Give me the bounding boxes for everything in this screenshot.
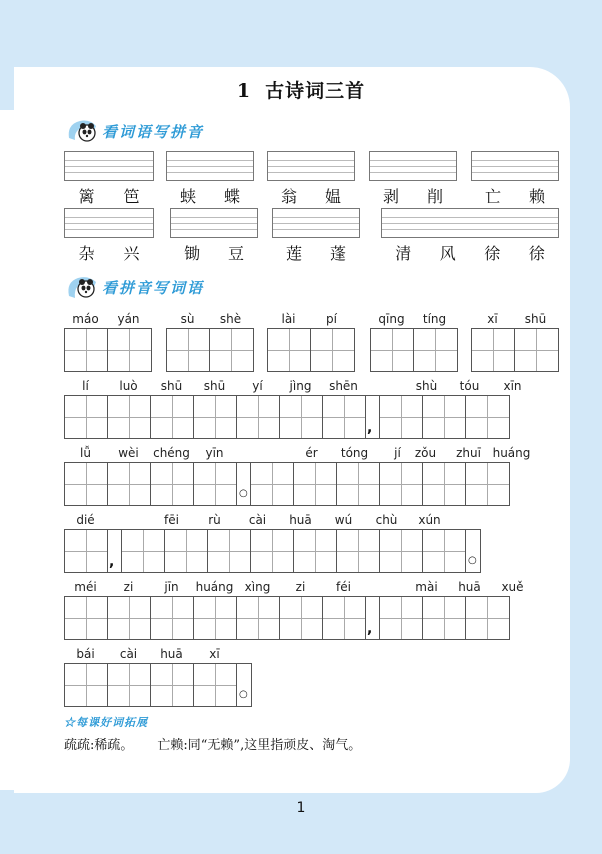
writing-cell[interactable] — [380, 396, 423, 438]
writing-cell[interactable] — [237, 597, 280, 639]
punctuation-glyph: , — [367, 420, 373, 436]
pinyin-label: mài — [415, 580, 438, 594]
panda-mascot-shape — [87, 286, 91, 291]
writing-cell[interactable] — [194, 597, 237, 639]
punctuation-glyph: , — [109, 554, 115, 570]
pinyin-label: yīn — [205, 446, 224, 460]
pinyin-label: zhuī — [456, 446, 481, 460]
hanzi-char: 徐 — [484, 244, 501, 263]
word-label — [64, 184, 154, 207]
hanzi-char: 清 — [395, 244, 412, 263]
hanzi-char: 莲 — [285, 244, 302, 263]
pinyin-label: tíng — [422, 312, 447, 326]
writing-cell[interactable] — [108, 463, 151, 505]
pinyin-label: xuě — [501, 580, 524, 594]
word-label — [272, 241, 360, 264]
hanzi-char: 媪 — [324, 187, 341, 206]
punctuation-glyph: ○ — [468, 555, 477, 566]
panda-mascot-shape — [80, 123, 86, 129]
punctuation-glyph: , — [367, 621, 373, 637]
pinyin-answer-box[interactable] — [471, 151, 559, 181]
writing-cell[interactable] — [151, 463, 194, 505]
pinyin-label: shù — [415, 379, 438, 393]
word-extension-heading: ☆每课好词拓展 — [64, 716, 148, 729]
lesson-title — [0, 76, 602, 103]
word-label — [64, 241, 154, 264]
panda-mascot-shape — [85, 291, 87, 293]
writing-cell[interactable] — [515, 329, 558, 371]
pinyin-label: sù — [180, 312, 195, 326]
writing-cell[interactable] — [65, 396, 108, 438]
pinyin-label: jí — [394, 446, 401, 460]
pinyin-label: huáng — [492, 446, 531, 460]
writing-cell[interactable] — [294, 463, 337, 505]
writing-cell[interactable] — [472, 329, 515, 371]
hanzi-char: 锄 — [183, 244, 200, 263]
pinyin-label: lí — [82, 379, 89, 393]
panda-mascot-shape — [88, 123, 94, 129]
pinyin-label: wèi — [118, 446, 139, 460]
extension-note: 亡赖:同“无赖”,这里指顽皮、淘气。 — [157, 738, 362, 753]
writing-cell[interactable] — [210, 329, 253, 371]
word-extension-notes — [64, 734, 385, 753]
panda-mascot-shape — [86, 135, 88, 137]
pinyin-label: pí — [326, 312, 337, 326]
pinyin-label: tóng — [340, 446, 369, 460]
pinyin-label: xīn — [503, 379, 522, 393]
pinyin-label: xī — [487, 312, 498, 326]
pinyin-label: shū — [160, 379, 183, 393]
pinyin-label: rù — [208, 513, 221, 527]
writing-cell[interactable] — [294, 530, 337, 572]
lesson-number: 1 — [236, 80, 252, 102]
writing-cell[interactable] — [311, 329, 354, 371]
pinyin-label: zǒu — [414, 446, 437, 460]
pinyin-label: féi — [336, 580, 351, 594]
writing-cell[interactable] — [423, 463, 466, 505]
hanzi-char: 杂 — [78, 244, 95, 263]
writing-cell[interactable] — [237, 396, 280, 438]
writing-grid[interactable] — [471, 328, 559, 372]
writing-grid[interactable] — [370, 328, 458, 372]
writing-cell[interactable] — [380, 597, 423, 639]
lesson-title-text: 古诗词三首 — [265, 80, 366, 102]
writing-grid[interactable] — [64, 663, 252, 707]
pinyin-label: cài — [119, 647, 138, 661]
pinyin-answer-box[interactable] — [166, 151, 254, 181]
hanzi-char: 豆 — [227, 244, 244, 263]
section-title: 看拼音写词语 — [102, 278, 205, 297]
section-title: 看词语写拼音 — [102, 122, 205, 141]
pinyin-label: cài — [248, 513, 267, 527]
writing-cell[interactable] — [108, 597, 151, 639]
pinyin-label: ér — [305, 446, 318, 460]
hanzi-char: 篱 — [78, 187, 95, 206]
hanzi-char: 蛱 — [179, 187, 196, 206]
period-mark — [237, 664, 251, 706]
pinyin-label: shū — [203, 379, 226, 393]
writing-grid[interactable] — [166, 328, 254, 372]
pinyin-label: dié — [76, 513, 95, 527]
writing-cell[interactable] — [268, 329, 311, 371]
word-label — [381, 241, 559, 264]
writing-cell[interactable] — [280, 597, 323, 639]
pinyin-label: jīn — [164, 580, 179, 594]
writing-cell[interactable] — [108, 329, 151, 371]
writing-cell[interactable] — [251, 463, 294, 505]
word-label — [170, 241, 258, 264]
panda-mascot-icon — [66, 116, 100, 146]
word-label — [369, 184, 457, 207]
pinyin-answer-box[interactable] — [64, 208, 154, 238]
writing-cell[interactable] — [337, 530, 380, 572]
pinyin-label: wú — [334, 513, 353, 527]
period-mark — [466, 530, 480, 572]
hanzi-char: 削 — [426, 187, 443, 206]
pinyin-label: yán — [117, 312, 140, 326]
writing-cell[interactable] — [151, 396, 194, 438]
writing-cell[interactable] — [380, 463, 423, 505]
punctuation-glyph: ○ — [239, 488, 248, 499]
pinyin-label: xìng — [244, 580, 271, 594]
panda-mascot-shape — [79, 279, 85, 285]
pinyin-answer-box[interactable] — [64, 151, 154, 181]
writing-grid[interactable] — [267, 328, 355, 372]
hanzi-char: 蓬 — [329, 244, 346, 263]
pinyin-label: luò — [119, 379, 138, 393]
writing-cell[interactable] — [65, 597, 108, 639]
writing-grid[interactable] — [64, 395, 510, 439]
writing-cell[interactable] — [414, 329, 457, 371]
hanzi-char: 笆 — [123, 187, 140, 206]
writing-cell[interactable] — [423, 597, 466, 639]
pinyin-label: bái — [76, 647, 95, 661]
hanzi-char: 剥 — [382, 187, 399, 206]
writing-cell[interactable] — [280, 396, 323, 438]
panda-mascot-shape — [88, 130, 92, 135]
hanzi-char: 翁 — [280, 187, 297, 206]
pinyin-label: méi — [74, 580, 97, 594]
pinyin-label: huā — [289, 513, 312, 527]
writing-cell[interactable] — [208, 530, 251, 572]
pinyin-label: huā — [160, 647, 183, 661]
writing-cell[interactable] — [380, 530, 423, 572]
pinyin-label: xī — [209, 647, 220, 661]
pinyin-label: chéng — [153, 446, 190, 460]
pinyin-label: zi — [295, 580, 306, 594]
hanzi-char: 徐 — [528, 244, 545, 263]
word-label — [267, 184, 355, 207]
writing-cell[interactable] — [323, 396, 366, 438]
writing-cell[interactable] — [165, 530, 208, 572]
hanzi-char: 赖 — [528, 187, 545, 206]
comma-mark — [108, 530, 122, 572]
pinyin-answer-box[interactable] — [272, 208, 360, 238]
pinyin-label: tóu — [459, 379, 480, 393]
pinyin-label: shū — [524, 312, 547, 326]
writing-cell[interactable] — [108, 664, 151, 706]
writing-cell[interactable] — [466, 463, 509, 505]
page-number: 1 — [296, 800, 306, 816]
panda-mascot-shape — [83, 130, 87, 135]
punctuation-glyph: ○ — [239, 689, 248, 700]
writing-cell[interactable] — [466, 597, 509, 639]
pinyin-answer-box[interactable] — [170, 208, 258, 238]
section-read-pinyin-write-words — [66, 272, 204, 302]
extension-note: 疏疏:稀疏。 — [64, 738, 134, 753]
pinyin-label: jìng — [289, 379, 312, 393]
pinyin-label: yí — [252, 379, 263, 393]
writing-grid[interactable] — [64, 596, 510, 640]
writing-cell[interactable] — [423, 396, 466, 438]
comma-mark — [366, 597, 380, 639]
writing-cell[interactable] — [323, 597, 366, 639]
period-mark — [237, 463, 251, 505]
writing-cell[interactable] — [151, 664, 194, 706]
pinyin-label: xún — [418, 513, 441, 527]
hanzi-char: 亡 — [484, 187, 501, 206]
section-read-words-write-pinyin — [66, 116, 204, 146]
pinyin-label: lài — [281, 312, 296, 326]
writing-cell[interactable] — [337, 463, 380, 505]
pinyin-label: zi — [123, 580, 134, 594]
writing-cell[interactable] — [65, 463, 108, 505]
writing-cell[interactable] — [108, 396, 151, 438]
writing-cell[interactable] — [151, 597, 194, 639]
panda-mascot-shape — [87, 279, 93, 285]
pinyin-label: huáng — [195, 580, 234, 594]
hanzi-char: 风 — [439, 244, 456, 263]
pinyin-answer-box[interactable] — [381, 208, 559, 238]
writing-cell[interactable] — [65, 329, 108, 371]
writing-cell[interactable] — [251, 530, 294, 572]
writing-grid[interactable] — [64, 328, 152, 372]
pinyin-label: lǚ — [80, 446, 91, 460]
pinyin-label: qīng — [378, 312, 405, 326]
pinyin-answer-box[interactable] — [369, 151, 457, 181]
pinyin-label: huā — [458, 580, 481, 594]
writing-cell[interactable] — [194, 463, 237, 505]
pinyin-answer-box[interactable] — [267, 151, 355, 181]
writing-cell[interactable] — [194, 664, 237, 706]
hanzi-char: 蝶 — [223, 187, 240, 206]
writing-grid[interactable] — [64, 529, 481, 573]
pinyin-label: chù — [375, 513, 398, 527]
writing-cell[interactable] — [122, 530, 165, 572]
comma-mark — [366, 396, 380, 438]
pinyin-label: fēi — [164, 513, 179, 527]
writing-cell[interactable] — [65, 664, 108, 706]
pinyin-label: shè — [219, 312, 242, 326]
panda-mascot-shape — [82, 286, 86, 291]
word-label — [166, 184, 254, 207]
panda-mascot-icon — [66, 272, 100, 302]
pinyin-label: shēn — [329, 379, 358, 393]
writing-cell[interactable] — [167, 329, 210, 371]
pinyin-label: máo — [72, 312, 99, 326]
writing-cell[interactable] — [194, 396, 237, 438]
writing-cell[interactable] — [423, 530, 466, 572]
word-label — [471, 184, 559, 207]
writing-grid[interactable] — [64, 462, 510, 506]
writing-cell[interactable] — [466, 396, 509, 438]
hanzi-char: 兴 — [123, 244, 140, 263]
writing-cell[interactable] — [65, 530, 108, 572]
writing-cell[interactable] — [371, 329, 414, 371]
